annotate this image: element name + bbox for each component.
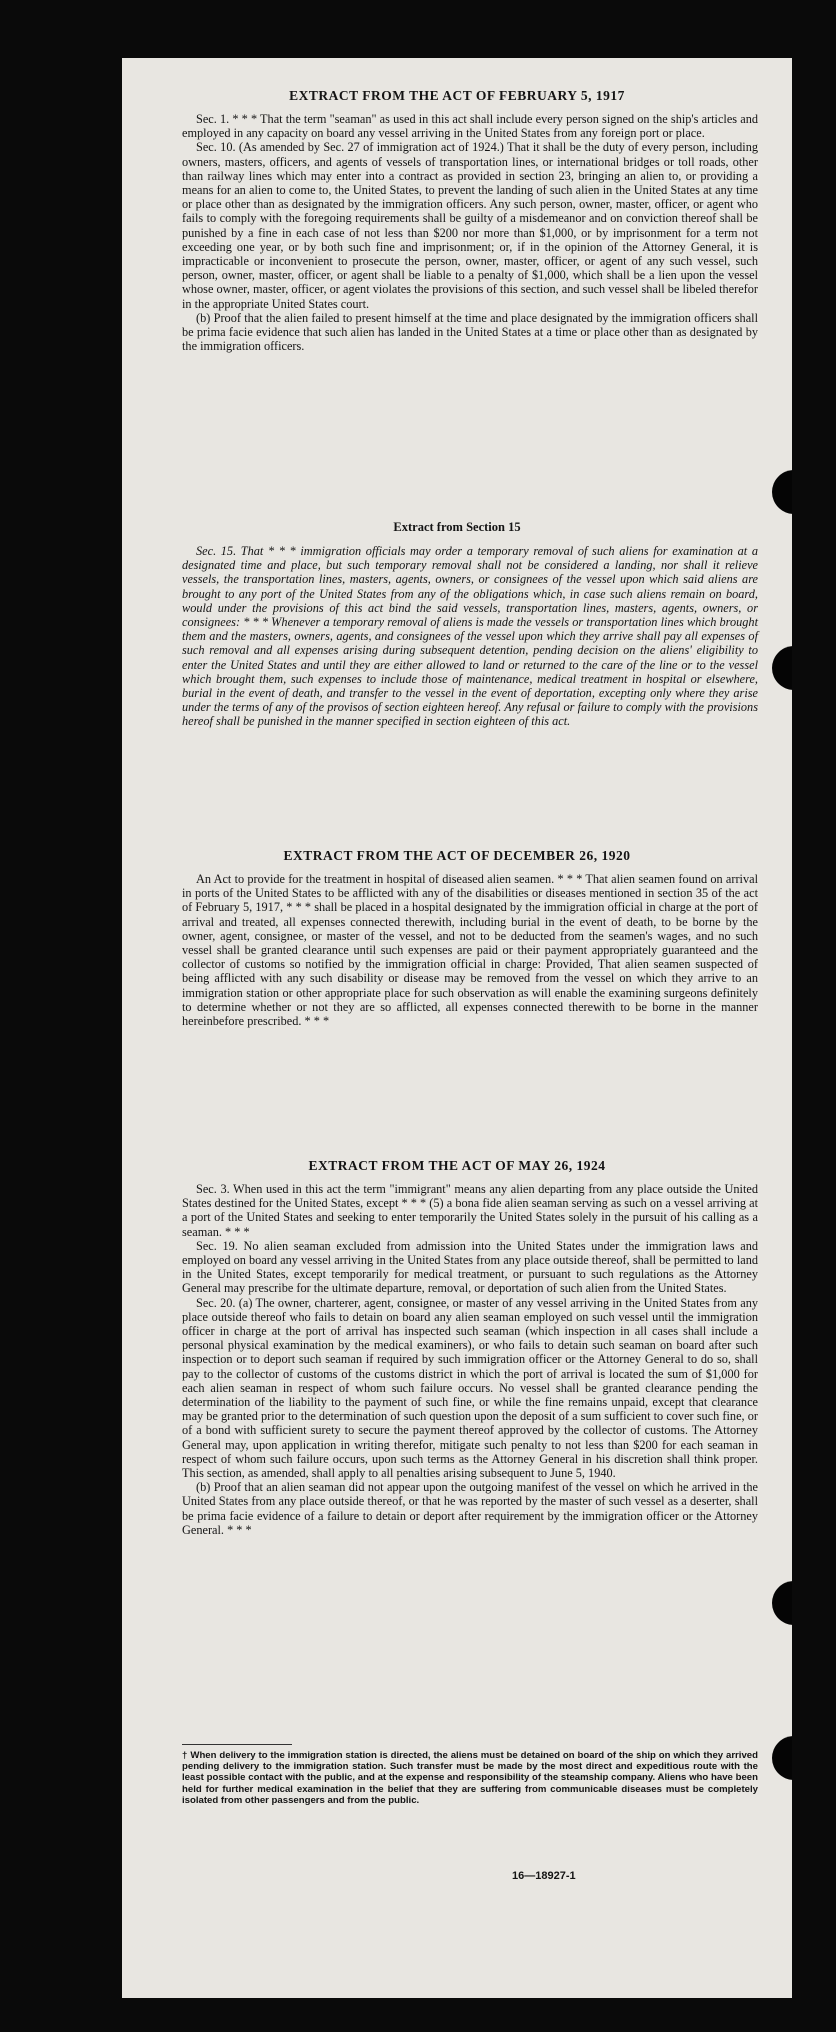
paragraph-sec10: Sec. 10. (As amended by Sec. 27 of immigration act of 1924.) That it shall be the duty of every person, including owners, masters, officers, and agents of vessels of transportation lines, or international bridges or toll roads, other than railway lines which may enter into a contract as provided in section 23, bringing an alien to, or providing a means for an alien to come to, the United States, to prevent the landing of such alien in the United States at any time or place other than as designated by the immigration officers. Any such person, owner, master, officer, or agent who fails to comply with the foregoing requirements shall be guilty of a misdemeanor and on conviction thereof shall be punished by a fine in each case of not less than $200 nor more than $1,000, or by imprisonment for a term not exceeding one year, or by both such fine and imprisonment; or, if in the opinion of the Attorney General, it is impracticable or inconvenient to prosecute the person, owner, master, officer, or agent of any such vessel, such person, owner, master, officer, or agent shall be liable to a penalty of $1,000, which shall be a lien upon the vessel whose owner, master, officer, or agent violates the provisions of this section, and such vessel shall be libeled therefor in the appropriate United States court. [182, 140, 758, 311]
footnote-divider [182, 1744, 292, 1745]
section-15 [182, 544, 758, 729]
punch-hole [772, 646, 792, 690]
paragraph-sec20a: Sec. 20. (a) The owner, charterer, agent, consignee, or master of any vessel arriving in the United States from any place outside thereof who fails to detain on board any alien seaman employed on such vessel until the immigration officer in charge at the port of arrival has inspected such seaman (which inspection in all cases shall include a personal physical examination by the medical examiners), or who fails to detain such seaman on board after such inspection or to deport such seaman if required by such immigration officer or the Attorney General to do so, shall pay to the collector of customs of the customs district in which the port of arrival is located the sum of $1,000 for each alien seaman in respect of whom such failure occurs. No vessel shall be granted clearance pending the determination of the liability to the payment of such fine, or while the fine remains unpaid, except that clearance may be granted prior to the determination of such question upon the deposit of a sum sufficient to cover such fine, or of a bond with sufficient surety to secure the payment thereof approved by the collector of customs. The Attorney General may, upon application in writing therefor, mitigate such penalty to not less than $200 for each seaman in respect of whom such failure occurs, upon such terms as the Attorney General in his discretion shall think proper. This section, as amended, shall apply to all penalties arising subsequent to June 5, 1940. [182, 1295, 758, 1481]
section-1924 [182, 1182, 758, 1537]
heading-act-1920: EXTRACT FROM THE ACT OF DECEMBER 26, 1920 [283, 848, 631, 863]
footnote: † When delivery to the immigration station is directed, the aliens must be detained on board of the ship on which they arrived pending delivery to the immigration station. Such transfer must be made by the most direct and expeditious route with the least possible contact with the public, and at the expense and responsibility of the steamship company. Aliens who have been held for further medical examination in the belief that they are suffering from communicable diseases must be completely isolated from other passengers and from the public. [182, 1750, 758, 1806]
paragraph-sec19: Sec. 19. No alien seaman excluded from admission into the United States under the immigration laws and employed on board any vessel arriving in the United States from any place outside thereof, shall be permitted to land in the United States, except temporarily for medical treatment, or pursuant to such regulations as the Attorney General may prescribe for the ultimate departure, removal, or deportation of such alien from the United States. [182, 1238, 758, 1296]
subheading-section-15: Extract from Section 15 [393, 520, 521, 534]
form-number: 16—18927-1 [512, 1870, 576, 1882]
section-1920 [182, 872, 758, 1028]
section-1917 [182, 112, 758, 353]
paragraph-1920: An Act to provide for the treatment in hospital of diseased alien seamen. * * * That alien seamen found on arrival in ports of the United States to be afflicted with any of the disabilities or diseases mentioned in section 35 of the act of February 5, 1917, * * * shall be placed in a hospital designated by the immigration official in charge at the port of arrival and treated, all expenses connected therewith, including burial in the event of death, to be borne by the owner, agent, consignee, or master of the vessel, and not to be deducted from the seamen's wages, and no such vessel shall be granted clearance until such expenses are paid or their payment appropriately guaranteed and the collector of customs so notified by the immigration official in charge: Provided, That alien seamen suspected of being afflicted with any such disability or disease may be removed from the vessel on which they arrive to an immigration station or other appropriate place for such observation as will enable the examining surgeons definitely to determine whether or not they are so afflicted, all expenses connected therewith to be borne in the manner hereinbefore prescribed. * * * [182, 872, 758, 1029]
document-page [122, 58, 792, 1998]
paragraph-sec1: Sec. 1. * * * That the term "seaman" as used in this act shall include every person signed on the ship's articles and employed in any capacity on board any vessel arriving in the United States from any foreign port or place. [182, 112, 758, 141]
paragraph-sec15: Sec. 15. That * * * immigration officials may order a temporary removal of such aliens for examination at a designated time and place, but such temporary removal shall not be considered a landing, nor shall it relieve vessels, the transportation lines, masters, agents, owners, or consignees of the vessel upon which said aliens are brought to any port of the United States from any of the obligations which, in case such aliens remain on board, would under the provisions of this act bind the said vessels, transportation lines, masters, agents, owners, or consignees: * * * Whenever a temporary removal of aliens is made the vessels or transportation lines which brought them and the masters, owners, agents, and consignees of the vessel upon which they arrive shall pay all expenses of such removal and all expenses arising during subsequent detention, pending decision on the aliens' eligibility to enter the United States and until they are either allowed to land or returned to the care of the line or to the vessel which brought them, such expenses to include those of maintenance, medical treatment in hospital or elsewhere, burial in the event of death, and transfer to the vessel in the event of deportation, excepting only where they arise under the terms of any of the provisos of section eighteen hereof. Any refusal or failure to comply with the provisions hereof shall be punished in the manner specified in section eighteen of this act. [182, 544, 758, 729]
paragraph-sec20b: (b) Proof that an alien seaman did not appear upon the outgoing manifest of the vessel on which he arrived in the United States from any place outside thereof, or that he was reported by the master of such vessel as a deserter, shall be prima facie evidence of a failure to detain or deport after requirement by the immigration officer or the Attorney General. * * * [182, 1480, 758, 1537]
heading-act-1924: EXTRACT FROM THE ACT OF MAY 26, 1924 [308, 1158, 606, 1173]
punch-hole [772, 470, 792, 514]
punch-hole [772, 1736, 792, 1780]
paragraph-sec10b: (b) Proof that the alien failed to present himself at the time and place designated by the immigration officers shall be prima facie evidence that such alien has landed in the United States at a time or place other than as designated by the immigration officers. [182, 310, 758, 354]
punch-hole [772, 1581, 792, 1625]
paragraph-sec3: Sec. 3. When used in this act the term "immigrant" means any alien departing from any place outside the United States destined for the United States, except * * * (5) a bona fide alien seaman serving as such on a vessel arriving at a port of the United States and seeking to enter temporarily the United States solely in the pursuit of his calling as a seaman. * * * [182, 1182, 758, 1239]
heading-act-1917: EXTRACT FROM THE ACT OF FEBRUARY 5, 1917 [289, 88, 625, 103]
